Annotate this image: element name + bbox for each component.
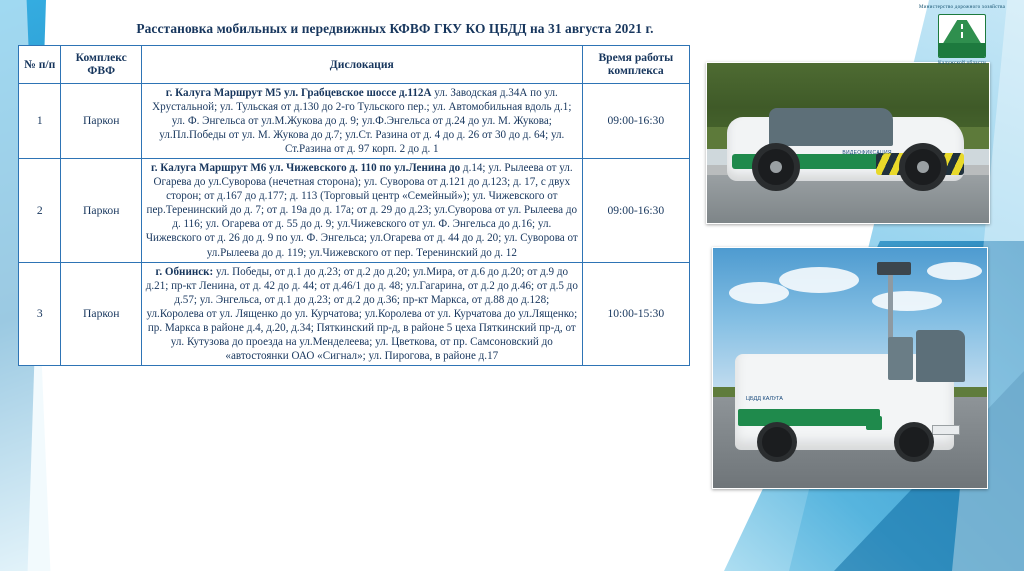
road-shield-icon [938, 14, 986, 58]
header-complex: Комплекс ФВФ [61, 46, 142, 84]
row-complex: Паркон [61, 262, 142, 366]
dislocation-table [18, 45, 690, 366]
row-worktime: 09:00-16:30 [582, 159, 689, 263]
row-dislocation [142, 159, 583, 263]
row-num: 3 [19, 262, 61, 366]
row-worktime: 10:00-15:30 [582, 262, 689, 366]
logo-bottom-text: Калужской области [938, 60, 986, 67]
mobile-van-photo [712, 247, 988, 489]
table-header-row [19, 46, 690, 84]
patrol-car-caption: ВИДЕОФИКСАЦИЯ [842, 149, 892, 156]
table-row [19, 83, 690, 158]
row-complex: Паркон [61, 83, 142, 158]
row-num: 2 [19, 159, 61, 263]
row-dislocation-body: ул. Победы, от д.1 до д.23; от д.2 до д.20; ул.Мира, от д.6 до д.20; от д.9 до д.21; пр-кт Ленина, от д. 42 до д. 44; от д.46/1 до д. 48; ул.Гагарина, от д.2 до д.46; от д.5 до д.57; ул. Энгельса, от д.1 до д.23; от д.2 до д.36; пр-кт Маркса, от д.88 до д.128; ул.Королева от ул. Лященко до ул. Курчатова; ул.Королева от ул. Курчатова до ул.Лященко; пр. Маркса в районе д.4, д.20, д.34; Пяткинский пр-д, в районе 5 цеха Пяткинский пр-д, от ул. Кутузова до проезда на ул.Менделеева; ул. Цветкова, от пр. Самсоновский до «автостоянки ОАО «Сигнал»; ул. Пирогова, в районе д.17 [145, 265, 578, 363]
header-dislocation: Дислокация [142, 46, 583, 84]
row-dislocation-head: г. Обнинск: [155, 265, 214, 278]
page-title: Расстановка мобильных и передвижных КФВФ ГКУ КО ЦБДД на 31 августа 2021 г. [136, 21, 654, 36]
row-dislocation-head: г. Калуга Маршрут М6 ул. Чижевского д. 110 по ул.Ленина до [150, 162, 461, 175]
row-dislocation [142, 262, 583, 366]
row-dislocation-head: г. Калуга Маршрут М5 ул. Грабцевское шоссе д.112А [165, 86, 432, 99]
row-worktime: 09:00-16:30 [582, 83, 689, 158]
patrol-car-photo [706, 62, 990, 224]
logo-top-text: Министерство дорожного хозяйства [918, 4, 1006, 10]
row-dislocation-body: ул. Заводская д.34А по ул. Хрустальной; ул. Тульская от д.130 до 2-го Тульского пер.; ул. Автомобильная вдоль д.1; ул. Ф. Энгельса от ул.М.Жукова до д. 9; ул.Ф.Энгельса от д.24 до ул. М. Жукова; ул.Пл.Победы от ул. М. Жукова до д.7; ул.Ст. Разина от д. 4 до д. 26 от 30 до д. 64; ул. Ст.Разина от д. 97 корп. 2 до д. 1 [152, 86, 572, 155]
header-num: № п/п [19, 46, 61, 84]
dislocation-table-container [18, 45, 690, 366]
ministry-logo [914, 4, 1010, 67]
table-row [19, 159, 690, 263]
row-dislocation [142, 83, 583, 158]
row-complex: Паркон [61, 159, 142, 263]
mobile-van-caption: ЦБДД КАЛУГА [745, 395, 783, 402]
table-row [19, 262, 690, 366]
header-worktime: Время работы комплекса [582, 46, 689, 84]
row-num: 1 [19, 83, 61, 158]
row-dislocation-body: д.14; ул. Рылеева от ул. Огарева до ул.Суворова (нечетная сторона); ул. Суворова от д.121 до д.123; д. 17, с двух сторон; от д.167 до д.177; д. 113 (Торговый центр «Семейный»); ул. Чижевского от пер.Теренинский до д. 7; от д. 19а до д. 17а; от д. 29 до д.23; ул.Суворова от ул. Рылеева до д. 116; ул. Огарева от д. 55 до д. 9; ул.Чижевского от ул. Ф. Энгельса до д.16; ул. Чижевского от д. 26 до д. 9 по ул. Ф. Энгельса; ул.Огарева от д. 44 до д. 20; ул. Суворова от ул.Рылеева до д. 119; ул.Чижевского от пер. Теренинский до д. 12 [145, 162, 578, 259]
